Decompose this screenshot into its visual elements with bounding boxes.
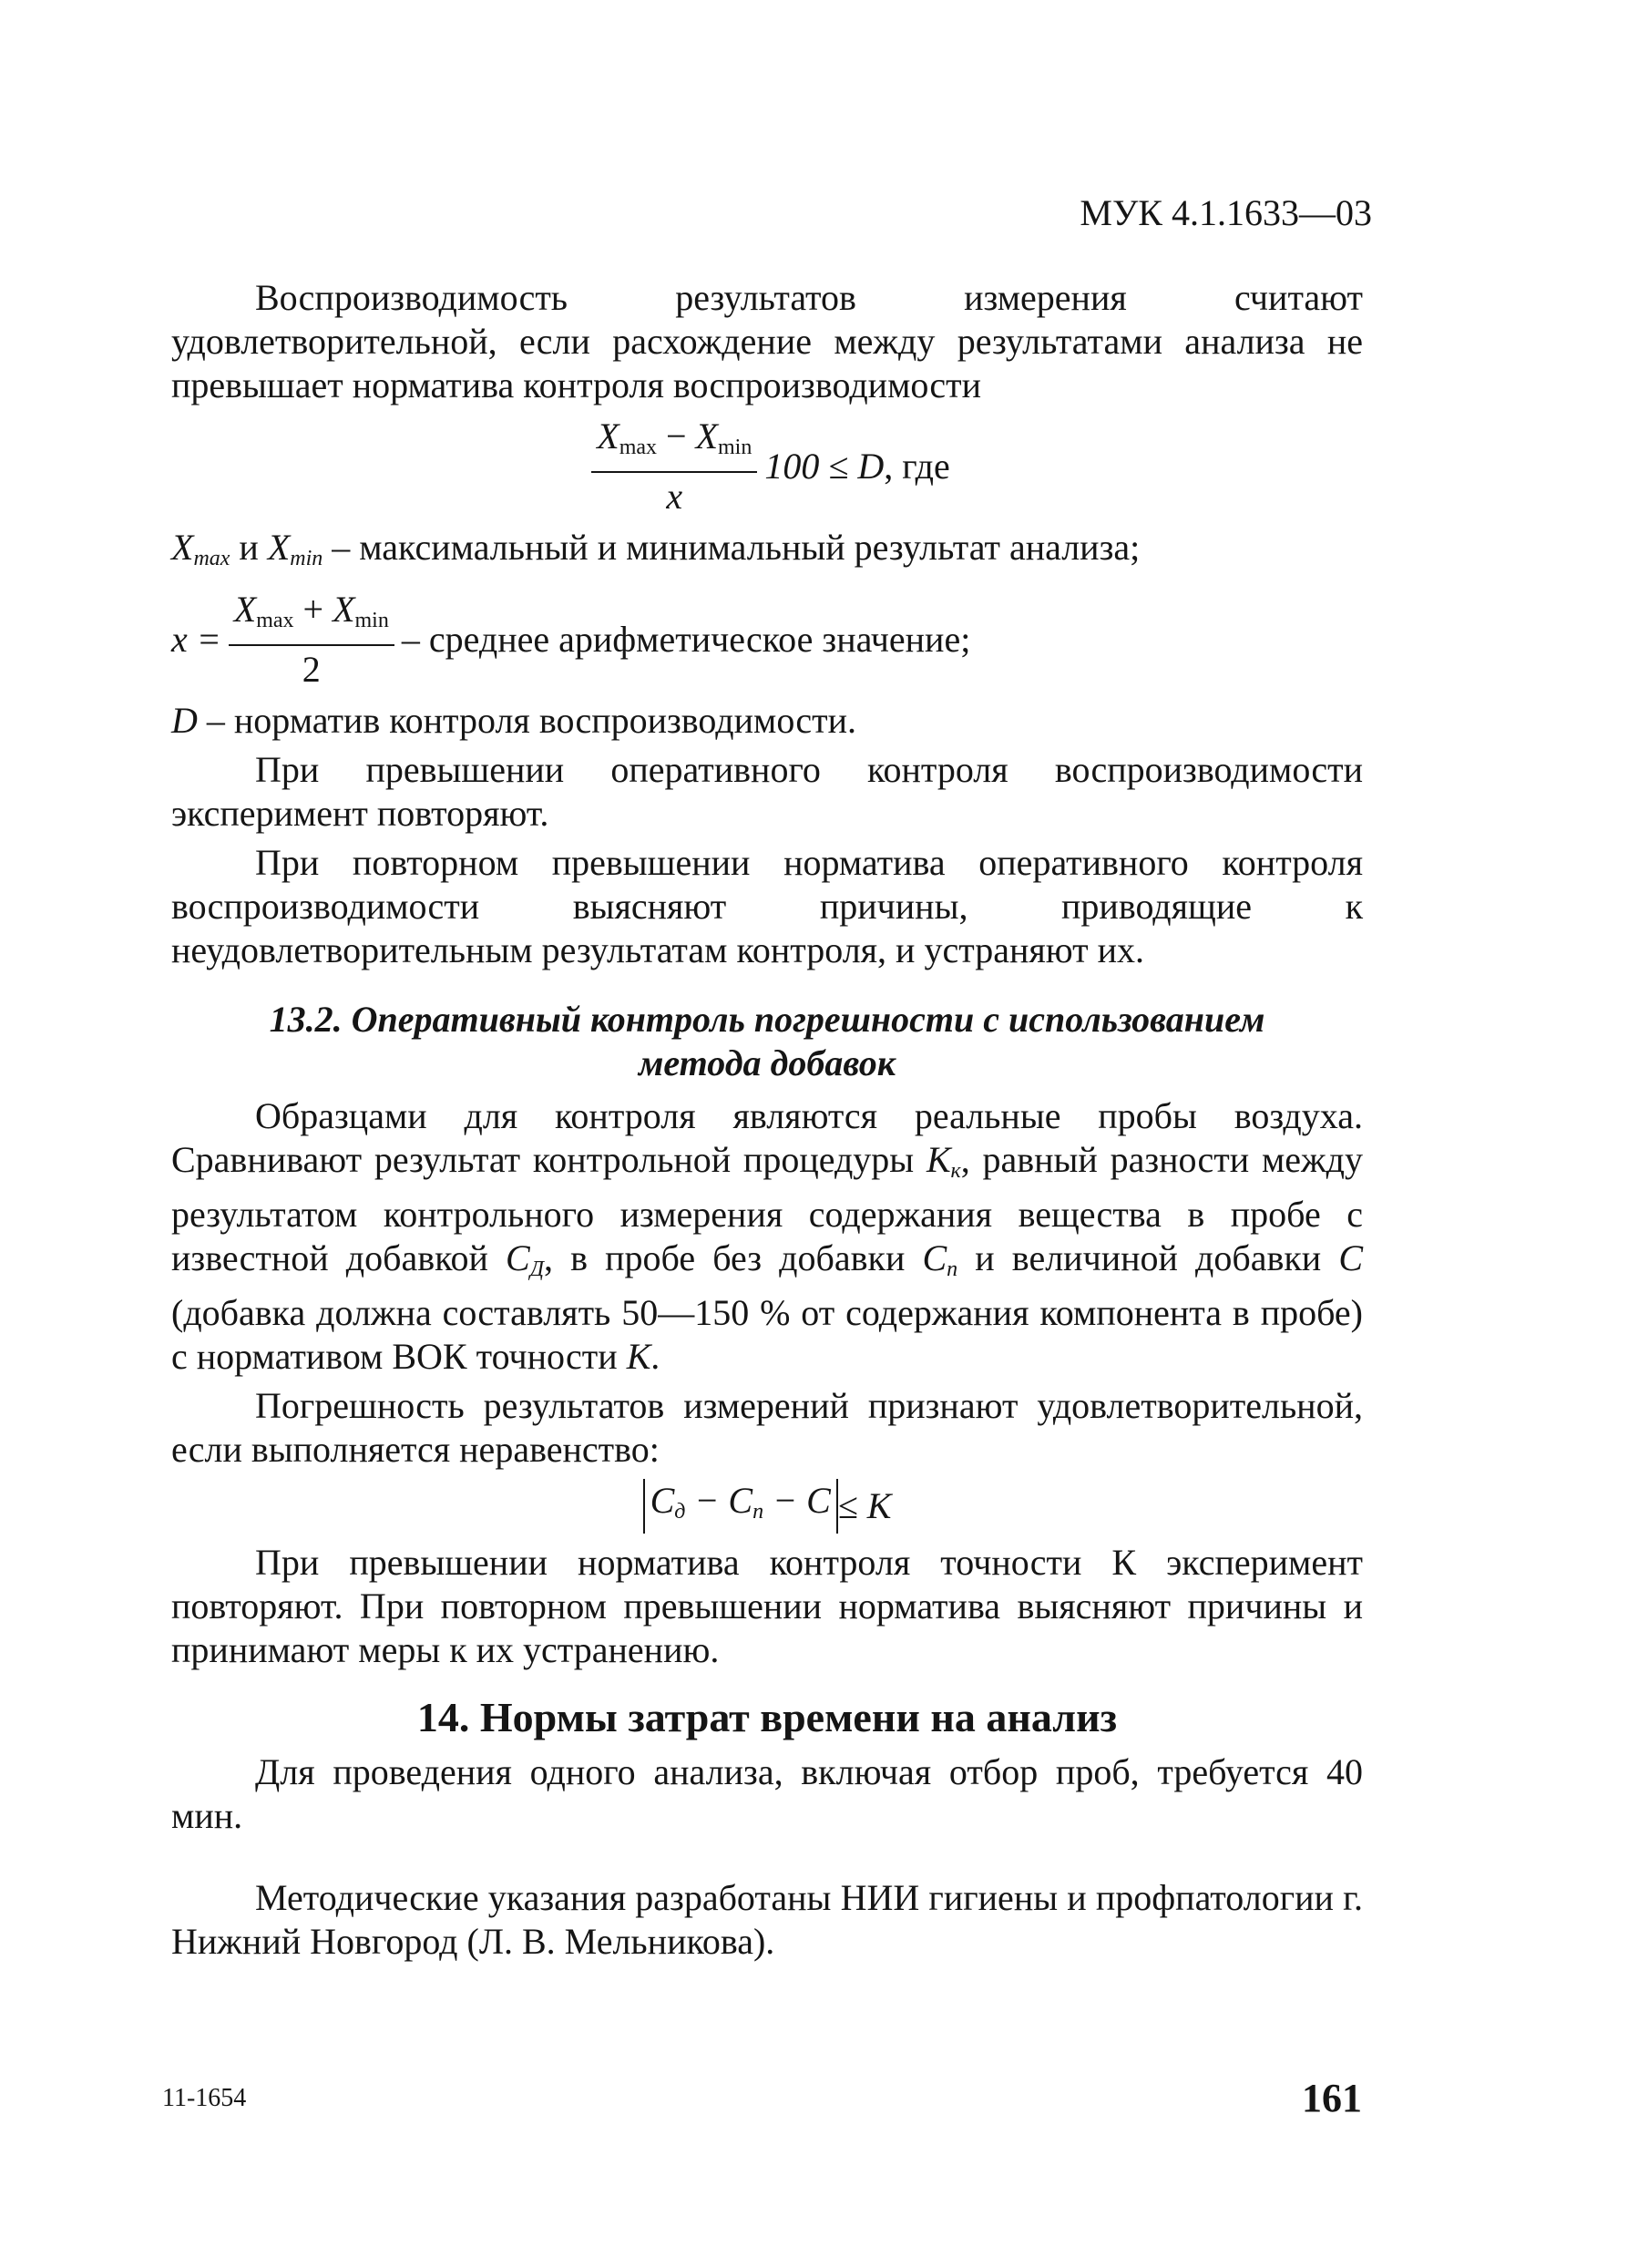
page-number: 161 [1302, 2076, 1362, 2120]
page-content [171, 276, 1363, 1969]
paragraph-error: Погрешность результатов измерений признают удовлетворительной, если выполняется неравенство: [171, 1385, 1363, 1470]
formula-mean-fraction: $\frac{Xmax + Xmin}{2}$ [229, 588, 394, 692]
section-13-2-title: 13.2. Оперативный контроль погрешности с использованием метода добавок [269, 999, 1265, 1083]
formula-reproducibility [171, 415, 1363, 518]
paragraph-reasons: При повторном превышении норматива оперативного контроля воспроизводимости выясняют причины, приводящие к неудовлетворительным результатам контроля, и устраняют их. [171, 842, 1363, 970]
formula-numerator: Xmax − Xmin [591, 415, 757, 473]
formula-denominator: x [666, 476, 683, 517]
definition-d: D – норматив контроля воспроизводимости. [171, 700, 856, 741]
paragraph-accuracy-exceed: При превышении норматива контроля точности К эксперимент повторяют. При повторном превышении норматива выясняют причины и принимают меры к их устранению. [171, 1542, 1363, 1670]
doc-code-header: МУК 4.1.1633—03 [1080, 192, 1372, 233]
definition-xmax-xmin: Xmax и Xmin – максимальный и минимальный результат анализа; [171, 527, 1141, 570]
paragraph-repeat: При превышении оперативного контроля воспроизводимости эксперимент повторяют. [171, 749, 1363, 834]
paragraph-authors: Методические указания разработаны НИИ гигиены и профпатологии г. Нижний Новгород (Л. В. Мельникова). [171, 1877, 1363, 1962]
formula-where: , где [884, 446, 950, 487]
paragraph-time: Для проведения одного анализа, включая отбор проб, требуется 40 мин. [171, 1751, 1363, 1836]
footer-code: 11-1654 [162, 2084, 247, 2112]
section-14-title: 14. Нормы затрат времени на анализ [416, 1694, 1118, 1740]
paragraph-samples: Образцами для контроля являются реальные пробы воздуха. Сравнивают результат контрольной процедуры Кк, равный разности между результатом контрольного измерения содержания вещества в пробе с известной добавкой СД, в пробе без добавки Сп и величиной добавки С (добавка должна составлять 50—150 % от содержания компонента в пробе) с нормативом ВОК точности К. [171, 1095, 1364, 1377]
formula-fraction [591, 415, 757, 518]
formula-mean: x = $\frac{Xmax + Xmin}{2}$ – среднее арифметическое значение; [171, 589, 971, 690]
paragraph-reproducibility: Воспроизводимость результатов измерения считают удовлетворительной, если расхождение между результатами анализа не превышает норматива контроля воспроизводимости [171, 277, 1363, 405]
formula-inequality: Cд − Cп − C ≤ K [171, 1479, 1363, 1534]
formula-tail: 100 ≤ D [764, 446, 885, 487]
formula-abs-value: Cд − Cп − C [643, 1479, 838, 1534]
